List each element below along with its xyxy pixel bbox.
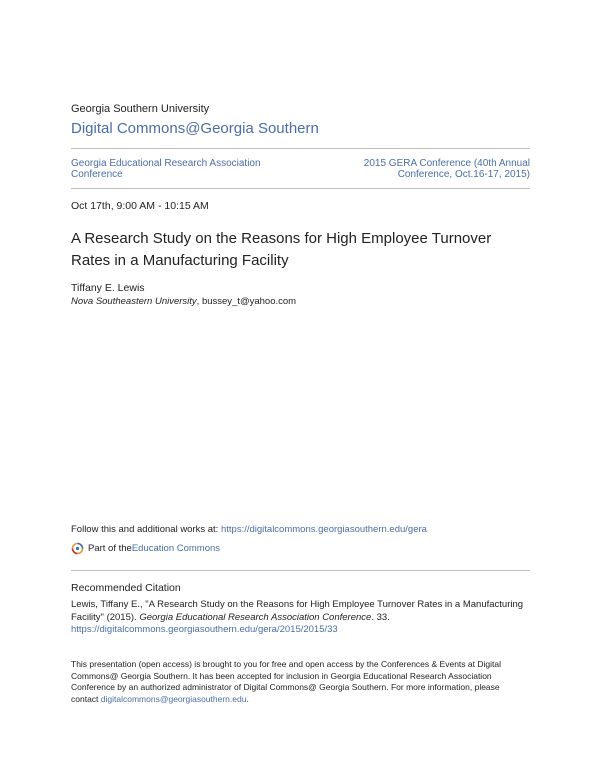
series-link[interactable]: [71, 158, 286, 180]
title-line-2: Rates in a Manufacturing Facility: [71, 252, 289, 269]
repository-link[interactable]: Digital Commons@Georgia Southern: [71, 120, 319, 137]
citation-url-link[interactable]: https://digitalcommons.georgiasouthern.edu/gera/2015/2015/33: [71, 624, 338, 635]
citation-line-2-start: Facility" (2015).: [71, 611, 140, 623]
event-line-1: 2015 GERA Conference (40th Annual: [363, 158, 530, 169]
institution-name: Georgia Southern University: [71, 103, 210, 115]
title-line-1: A Research Study on the Reasons for High Employee Turnover: [71, 230, 492, 247]
access-notice: [71, 659, 531, 705]
author-email: bussey_t@yahoo.com: [201, 296, 297, 307]
notice-line-1: This presentation (open access) is brought to you for free and open access by the Conferences & Events at Digital: [71, 659, 501, 669]
education-commons-link[interactable]: Education Commons: [131, 543, 221, 554]
citation-line-1: Lewis, Tiffany E., "A Research Study on the Reasons for High Employee Turnover Rates in a Manufacturing: [71, 599, 524, 610]
author-institution: Nova Southeastern University: [71, 296, 197, 307]
follow-link[interactable]: https://digitalcommons.georgiasouthern.edu/gera: [220, 524, 427, 535]
divider-citation: [71, 570, 530, 571]
part-of-prefix: Part of the: [88, 543, 132, 554]
affiliation-separator: ,: [196, 296, 202, 307]
notice-line-2: Commons@ Georgia Southern. It has been accepted for inclusion in Georgia Educational Research Association: [71, 670, 492, 681]
series-line-1: Georgia Educational Research Association: [71, 158, 261, 169]
citation-series-name: Georgia Educational Research Association Conference: [139, 611, 372, 623]
paper-title: [71, 228, 531, 272]
citation-text: [71, 599, 531, 637]
author-name: Tiffany E. Lewis: [71, 282, 145, 294]
part-of-line: [71, 542, 220, 555]
follow-line: [71, 524, 427, 535]
follow-prefix: Follow this and additional works at:: [71, 524, 221, 535]
author-affiliation: [71, 296, 296, 307]
divider-top: [71, 148, 530, 149]
commons-network-icon: [71, 542, 84, 555]
event-link[interactable]: [340, 158, 530, 180]
series-line-2: Conference: [71, 169, 123, 180]
divider-series: [71, 188, 530, 189]
notice-line-4-prefix: contact: [71, 693, 101, 704]
citation-heading: Recommended Citation: [71, 582, 181, 594]
notice-line-4-end: .: [246, 693, 249, 704]
session-datetime: Oct 17th, 9:00 AM - 10:15 AM: [71, 200, 209, 212]
notice-line-3: Conference by an authorized administrator of Digital Commons@ Georgia Southern. For more information, please: [71, 682, 500, 692]
event-line-2: Conference, Oct.16-17, 2015): [397, 169, 530, 180]
contact-email-link[interactable]: digitalcommons@georgiasouthern.edu: [100, 693, 247, 704]
citation-line-2-end: . 33.: [371, 611, 390, 623]
